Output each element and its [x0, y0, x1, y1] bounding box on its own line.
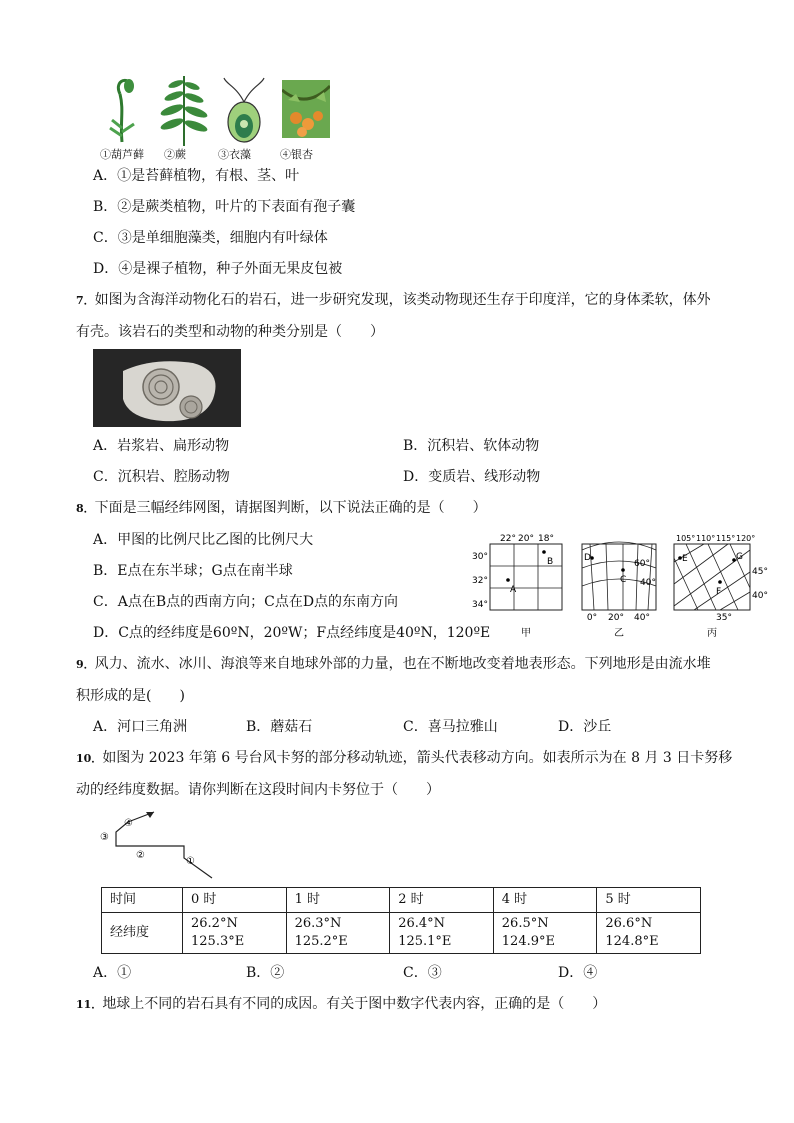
- bing-bottom-label-35: 35°: [716, 613, 732, 623]
- q9-stem-line2: 积形成的是( ): [76, 688, 185, 704]
- point-e: E: [682, 554, 688, 564]
- q7-option-c: C．沉积岩、腔肠动物: [93, 469, 230, 485]
- q9-option-c: C．喜马拉雅山: [403, 719, 498, 735]
- q7-stem-line1: 7．如图为含海洋动物化石的岩石，进一步研究发现，该类动物现还生存于印度洋，它的身体柔软，体外: [76, 292, 711, 308]
- point-c: C: [620, 575, 627, 585]
- point-d: D: [584, 553, 591, 563]
- fern-image: [158, 72, 210, 148]
- bing-map-name: 丙: [707, 628, 717, 639]
- row-label: 经纬度: [102, 913, 183, 954]
- point-f: F: [716, 587, 722, 597]
- q11-number: 11．: [76, 998, 103, 1011]
- yi-right-label-60: 60°: [634, 559, 650, 569]
- yi-map-name: 乙: [614, 628, 624, 639]
- coord-cell: 26.2°N 125.3°E: [183, 913, 287, 954]
- yi-right-label-40: 40°: [640, 578, 656, 588]
- bing-right-label-45: 45°: [752, 567, 768, 577]
- header-cell: 4 时: [493, 888, 597, 913]
- jia-left-label-32: 32°: [472, 576, 488, 586]
- yi-bottom-label-40: 40°: [634, 613, 650, 623]
- q11-stem: 11．地球上不同的岩石具有不同的成因。有关于图中数字代表内容，正确的是（ ）: [76, 996, 607, 1012]
- q6-option-a: A．①是苔藓植物，有根、茎、叶: [93, 168, 300, 184]
- header-cell: 5 时: [597, 888, 701, 913]
- q8-option-d: D．C点的经纬度是60ºN，20ºW；F点经纬度是40ºN，120ºE: [93, 625, 491, 641]
- grid-map-jia: [470, 532, 570, 642]
- jia-top-label-22: 22°: [500, 534, 516, 544]
- bing-top-label-115: 115°: [716, 534, 736, 543]
- jia-top-label-20: 20°: [518, 534, 534, 544]
- jia-map-name: 甲: [521, 628, 531, 639]
- track-label-3: ③: [100, 832, 109, 843]
- coord-cell: 26.5°N 124.9°E: [493, 913, 597, 954]
- grid-map-bing: [670, 532, 774, 642]
- table-header-row: [102, 888, 701, 913]
- q7-option-d: D．变质岩、线形动物: [403, 469, 541, 485]
- q6-option-b: B．②是蕨类植物，叶片的下表面有孢子囊: [93, 199, 356, 215]
- track-label-2: ②: [136, 850, 145, 861]
- moss-caption: ①葫芦藓: [100, 148, 144, 161]
- ginkgo-image: [282, 80, 330, 138]
- coord-cell: 26.4°N 125.1°E: [390, 913, 494, 954]
- q7-option-a: A．岩浆岩、扁形动物: [93, 438, 230, 454]
- q6-option-d: D．④是裸子植物，种子外面无果皮包被: [93, 261, 343, 277]
- header-cell: 1 时: [286, 888, 390, 913]
- chlamydomonas-caption: ③衣藻: [218, 148, 251, 161]
- q10-stem-line1: 10．如图为 2023 年第 6 号台风卡努的部分移动轨迹，箭头代表移动方向。如表所示为在 8 月 3 日卡努移: [76, 750, 733, 766]
- q10-number: 10．: [76, 752, 103, 765]
- ginkgo-caption: ④银杏: [280, 148, 313, 161]
- q8-option-b: B．E点在东半球；G点在南半球: [93, 563, 293, 579]
- typhoon-data-table: [101, 887, 701, 954]
- grid-map-yi: [576, 532, 666, 642]
- coord-cell: 26.3°N 125.2°E: [286, 913, 390, 954]
- jia-left-label-30: 30°: [472, 552, 488, 562]
- q9-stem-line1: 9．风力、流水、冰川、海浪等来自地球外部的力量，也在不断地改变着地表形态。下列地形是由流水堆: [76, 656, 711, 672]
- track-label-1: ①: [186, 856, 195, 867]
- yi-bottom-label-0: 0°: [586, 613, 598, 623]
- plant-images: [100, 72, 340, 162]
- yi-bottom-label-20: 20°: [608, 613, 624, 623]
- q9-option-a: A．河口三角洲: [93, 719, 188, 735]
- q8-number: 8．: [76, 502, 95, 515]
- bing-top-label-110: 110°: [696, 534, 716, 543]
- q6-option-c: C．③是单细胞藻类，细胞内有叶绿体: [93, 230, 328, 246]
- coord-cell: 26.6°N 124.8°E: [597, 913, 701, 954]
- fossil-photo: [93, 349, 241, 427]
- bing-top-label-120: 120°: [736, 534, 756, 543]
- point-g: G: [736, 552, 743, 562]
- bing-right-label-40: 40°: [752, 591, 768, 601]
- q9-option-d: D．沙丘: [558, 719, 612, 735]
- q9-option-b: B．蘑菇石: [246, 719, 313, 735]
- q7-stem-line2: 有壳。该岩石的类型和动物的种类分别是（ ）: [76, 324, 384, 340]
- q10-option-d: D．④: [558, 965, 598, 981]
- q8-option-a: A．甲图的比例尺比乙图的比例尺大: [93, 532, 314, 548]
- bing-top-label-105: 105°: [676, 534, 696, 543]
- header-cell: 2 时: [390, 888, 494, 913]
- q7-number: 7．: [76, 294, 95, 307]
- q10-option-c: C．③: [403, 965, 442, 981]
- q8-stem: 8．下面是三幅经纬网图，请据图判断，以下说法正确的是（ ）: [76, 500, 487, 516]
- q9-number: 9．: [76, 658, 95, 671]
- q10-option-a: A．①: [93, 965, 132, 981]
- point-b: B: [547, 557, 554, 567]
- jia-top-label-18: 18°: [538, 534, 554, 544]
- header-cell: 时间: [102, 888, 183, 913]
- typhoon-track-diagram: [96, 808, 226, 884]
- moss-image: [100, 72, 146, 144]
- chlamydomonas-image: [218, 76, 270, 150]
- table-row: [102, 913, 701, 954]
- track-label-4: ④: [124, 818, 133, 829]
- jia-left-label-34: 34°: [472, 600, 488, 610]
- point-a: A: [510, 585, 517, 595]
- q10-stem-line2: 动的经纬度数据。请你判断在这段时间内卡努位于（ ）: [76, 782, 440, 798]
- q10-option-b: B．②: [246, 965, 285, 981]
- header-cell: 0 时: [183, 888, 287, 913]
- fern-caption: ②蕨: [164, 148, 186, 161]
- q7-option-b: B．沉积岩、软体动物: [403, 438, 540, 454]
- q8-option-c: C．A点在B点的西南方向；C点在D点的东南方向: [93, 594, 399, 610]
